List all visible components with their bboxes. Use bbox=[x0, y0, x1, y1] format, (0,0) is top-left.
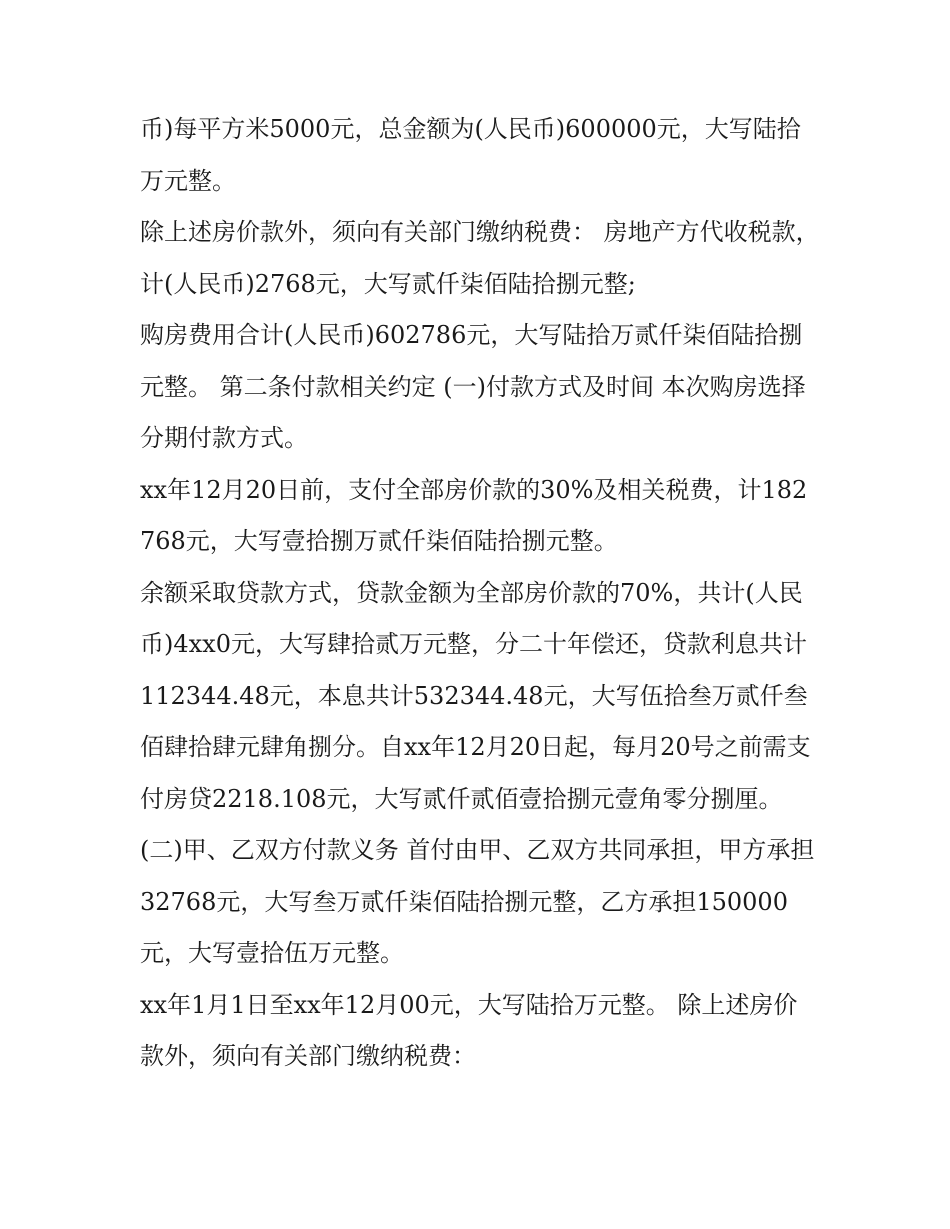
paragraph-down-payment: xx年12月20日前，支付全部房价款的30%及相关税费，计182768元，大写壹拾捌万贰仟柒佰陆拾捌元整。 bbox=[140, 475, 808, 555]
paragraph-price-total: 币)每平方米5000元，总金额为(人民币)600000元，大写陆拾万元整。 bbox=[140, 115, 801, 195]
document-body bbox=[140, 104, 820, 1083]
paragraph-payment-period: xx年1月1日至xx年12月00元，大写陆拾万元整。 除上述房价款外，须向有关部门缴纳税费： bbox=[140, 990, 798, 1070]
paragraph-tax-fees: 除上述房价款外，须向有关部门缴纳税费： 房地产方代收税款，计(人民币)2768元，大写贰仟柒佰陆拾捌元整; bbox=[140, 218, 820, 298]
paragraph-purchase-total: 购房费用合计(人民币)602786元，大写陆拾万贰仟柒佰陆拾捌元整。 第二条付款相关约定 (一)付款方式及时间 本次购房选择分期付款方式。 bbox=[140, 321, 806, 452]
paragraph-loan-terms: 余额采取贷款方式，贷款金额为全部房价款的70%，共计(人民币)4xx0元，大写肆拾贰万元整，分二十年偿还，贷款利息共计112344.48元，本息共计532344.48元，大写伍拾叁万贰仟叁佰肆拾肆元肆角捌分。自xx年12月20日起，每月20号之前需支付房贷2218.108元，大写贰仟贰佰壹拾捌元壹角零分捌厘。 bbox=[140, 578, 811, 813]
paragraph-payment-obligations: (二)甲、乙双方付款义务 首付由甲、乙双方共同承担，甲方承担32768元，大写叁万贰仟柒佰陆拾捌元整，乙方承担150000元，大写壹拾伍万元整。 bbox=[140, 836, 815, 967]
